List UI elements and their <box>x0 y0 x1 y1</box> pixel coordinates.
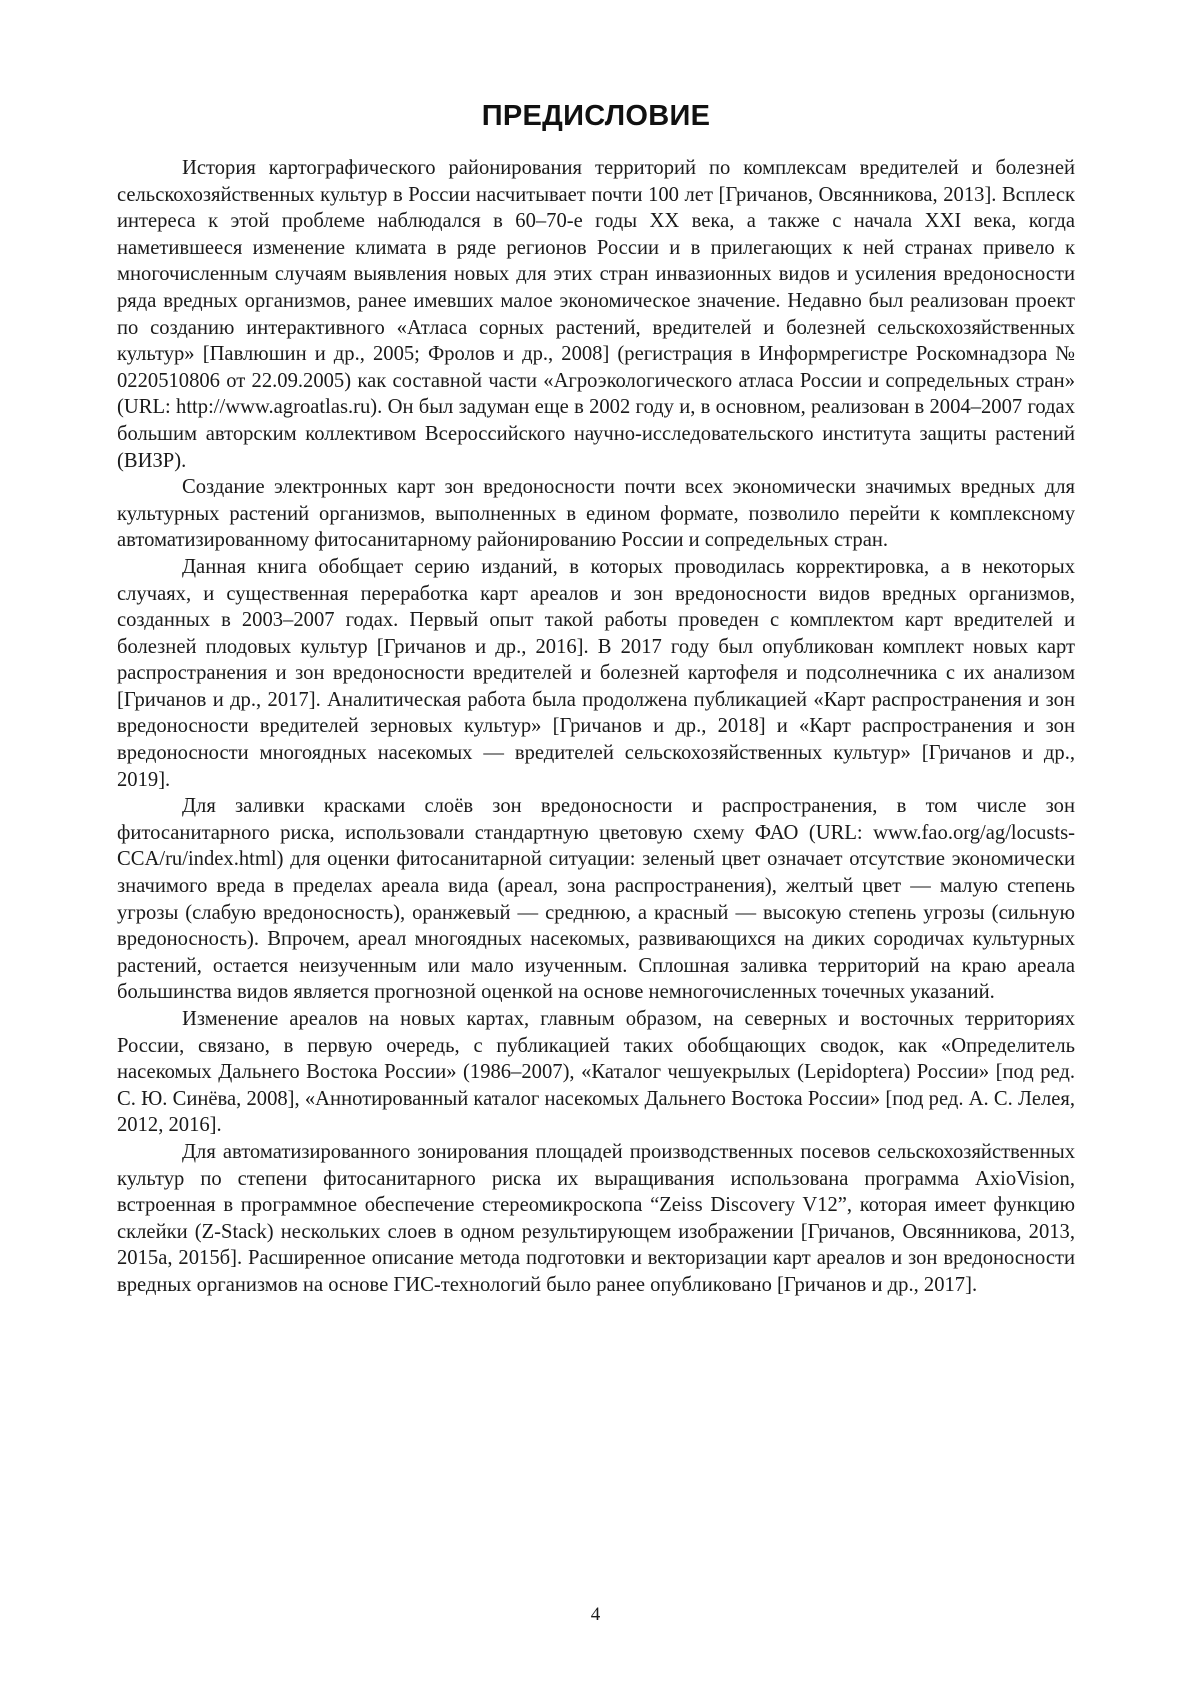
page-number: 4 <box>590 1604 601 1625</box>
paragraph-6: Для автоматизированного зонирования площадей производственных посевов сельскохозяйственных культур по степени фитосанитарного риска их выращивания использована программа AxioVision, встроенная в программное обеспечение стереомикроскопа “Zeiss Discovery V12”, которая имеет функцию склейки (Z-Stack) нескольких слоев в одном результирующем изображении [Гричанов, Овсянникова, 2013, 2015а, 2015б]. Расширенное описание метода подготовки и векторизации карт ареалов и зон вредоносности вредных организмов на основе ГИС-технологий было ранее опубликовано [Гричанов и др., 2017]. <box>117 1140 1075 1296</box>
paragraph-1: История картографического районирования территорий по комплексам вредителей и болезней сельскохозяйственных культур в России насчитывает почти 100 лет [Гричанов, Овсянникова, 2013]. Всплеск интереса к этой проблеме наблюдался в 60–70-е годы XX века, а также с начала XXI века, когда наметившееся изменение климата в ряде регионов России и в прилегающих к ней странах привело к многочисленным случаям выявления новых для этих стран инвазионных видов и усиления вредоносности ряда вредных организмов, ранее имевших малое экономическое значение. Недавно был реализован проект по созданию интерактивного «Атласа сорных растений, вредителей и болезней сельскохозяйственных культур» [Павлюшин и др., 2005; Фролов и др., 2008] (регистрация в Информрегистре Роскомнадзора № 0220510806 от 22.09.2005) как составной части «Агроэкологического атласа России и сопредельных стран» (URL: http://www.agroatlas.ru). Он был задуман еще в 2002 году и, в основном, реализован в 2004–2007 годах большим авторским коллективом Всероссийского научно-исследовательского института защиты растений (ВИЗР). <box>117 157 1075 472</box>
page-content <box>117 100 1075 1299</box>
paragraph-5: Изменение ареалов на новых картах, главным образом, на северных и восточных территориях России, связано, в первую очередь, с публикацией таких обобщающих сводок, как «Определитель насекомых Дальнего Востока России» (1986–2007), «Каталог чешуекрылых (Lepidoptera) России» [под ред. С. Ю. Синёва, 2008], «Аннотированный каталог насекомых Дальнего Востока России» [под ред. А. С. Лелея, 2012, 2016]. <box>117 1008 1075 1137</box>
paragraph-2: Создание электронных карт зон вредоносности почти всех экономически значимых вредных для культурных растений организмов, выполненных в едином формате, позволило перейти к комплексному автоматизированному фитосанитарному районированию России и сопредельных стран. <box>117 476 1075 552</box>
paragraph-4: Для заливки красками слоёв зон вредоносности и распространения, в том числе зон фитосанитарного риска, использовали стандартную цветовую схему ФАО (URL: www.fao.org/ag/locusts-CCA/ru/index.html) для оценки фитосанитарной ситуации: зеленый цвет означает отсутствие экономически значимого вреда в пределах ареала вида (ареал, зона распространения), желтый цвет — малую степень угрозы (слабую вредоносность), оранжевый — среднюю, а красный — высокую степень угрозы (сильную вредоносность). Впрочем, ареал многоядных насекомых, развивающихся на диких сородичах культурных растений, остается неизученным или мало изученным. Сплошная заливка территорий на краю ареала большинства видов является прогнозной оценкой на основе немногочисленных точечных указаний. <box>117 795 1075 1004</box>
page-title: ПРЕДИСЛОВИЕ <box>481 100 711 132</box>
paragraph-3: Данная книга обобщает серию изданий, в которых проводилась корректировка, а в некоторых случаях, и существенная переработка карт ареалов и зон вредоносности видов вредных организмов, созданных в 2003–2007 годах. Первый опыт такой работы проведен с комплектом карт вредителей и болезней плодовых культур [Гричанов и др., 2016]. В 2017 году был опубликован комплект новых карт распространения и зон вредоносности вредителей и болезней картофеля и подсолнечника с их анализом [Гричанов и др., 2017]. Аналитическая работа была продолжена публикацией «Карт распространения и зон вредоносности вредителей зерновых культур» [Гричанов и др., 2018] и «Карт распространения и зон вредоносности многоядных насекомых — вредителей сельскохозяйственных культур» [Гричанов и др., 2019]. <box>117 555 1075 791</box>
